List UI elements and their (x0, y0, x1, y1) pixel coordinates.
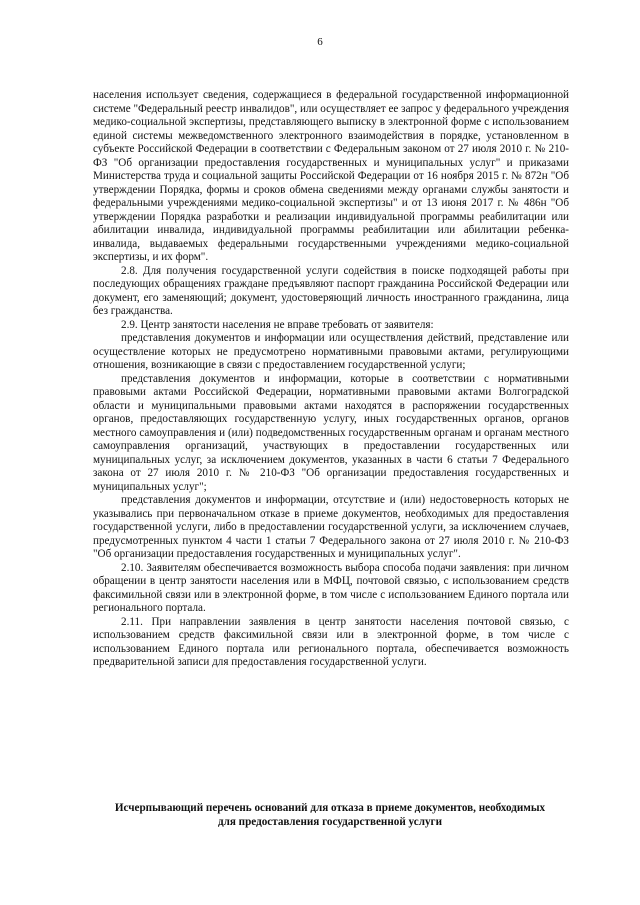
page-number: 6 (317, 36, 323, 48)
paragraph-2-11: 2.11. При направлении заявления в центр занятости населения почтовой связью, с использованием средств факсимильной связи или в электронной форме, в том числе с использованием Единого портала или регионального портала, обеспечивается возможность предварительной записи для предоставления государственной услуги. (93, 615, 569, 668)
paragraph-2-9: 2.9. Центр занятости населения не вправе требовать от заявителя: (121, 318, 434, 331)
paragraph-continuation: населения использует сведения, содержащиеся в федеральной государственной информационной системе "Федеральный реестр инвалидов", или осуществляет ее запрос у федерального учреждения медико-социальной экспертизы, представляющего выписку в электронной форме с использованием единой системы межведомственного электронного взаимодействия в порядке, установленном в субъекте Российской Федерации в соответствии с Федеральным законом от 27 июля 2010 г. № 210-ФЗ "Об организации предоставления государственных и муниципальных услуг" и приказами Министерства труда и социальной защиты Российской Федерации от 16 ноября 2015 г. № 872н "Об утверждении Порядка, формы и сроков обмена сведениями между органами службы занятости и федеральными учреждениями медико-социальной экспертизы" и от 13 июня 2017 г. № 486н "Об утверждении Порядка разработки и реализации индивидуальной программы реабилитации или абилитации инвалида, индивидуальной программы реабилитации или абилитации ребенка-инвалида, выдаваемых федеральными государственными учреждениями медико-социальной экспертизы, и их форм". (93, 89, 569, 263)
section-heading-line-2: для предоставления государственной услуги (217, 816, 443, 828)
section-heading (80, 801, 580, 829)
paragraph-2-9-item-3: представления документов и информации, отсутствие и (или) недостоверность которых не указывались при первоначальном отказе в приеме документов, необходимых для предоставления государственной услуги, либо в предоставлении государственной услуги, за исключением случаев, предусмотренных пунктом 4 части 1 статьи 7 Федерального закона от 27 июля 2010 г. № 210-ФЗ "Об организации предоставления государственных и муниципальных услуг". (93, 494, 569, 560)
paragraph-2-8: 2.8. Для получения государственной услуги содействия в поиске подходящей работы при последующих обращениях граждане предъявляют паспорт гражданина Российской Федерации или документ, его заменяющий; документ, удостоверяющий личность иностранного гражданина, лица без гражданства. (93, 264, 569, 317)
document-body (93, 89, 569, 670)
paragraph-2-9-item-1: представления документов и информации или осуществления действий, представление или осуществление которых не предусмотрено нормативными правовыми актами, регулирующими отношения, возникающие в связи с предоставлением государственной услуги; (93, 332, 569, 371)
paragraph-2-9-item-2: представления документов и информации, которые в соответствии с нормативными правовыми актами Российской Федерации, нормативными правовыми актами Волгоградской области и муниципальными правовыми актами находятся в распоряжении государственных органов, предоставляющих государственную услугу, иных государственных органов, органов местного самоуправления и (или) подведомственных государственным органам и органам местного самоуправления организаций, участвующих в предоставлении государственных или муниципальных услуг, за исключением документов, указанных в части 6 статьи 7 Федерального закона от 27 июля 2010 г. № 210-ФЗ "Об организации предоставления государственных и муниципальных услуг"; (93, 372, 569, 493)
paragraph-2-10: 2.10. Заявителям обеспечивается возможность выбора способа подачи заявления: при личном обращении в центр занятости населения или в МФЦ, почтовой связью, с использованием средств факсимильной связи или в электронной форме, в том числе с использованием Единого портала или регионального портала. (93, 561, 569, 614)
section-heading-line-1: Исчерпывающий перечень оснований для отказа в приеме документов, необходимых (114, 802, 546, 814)
